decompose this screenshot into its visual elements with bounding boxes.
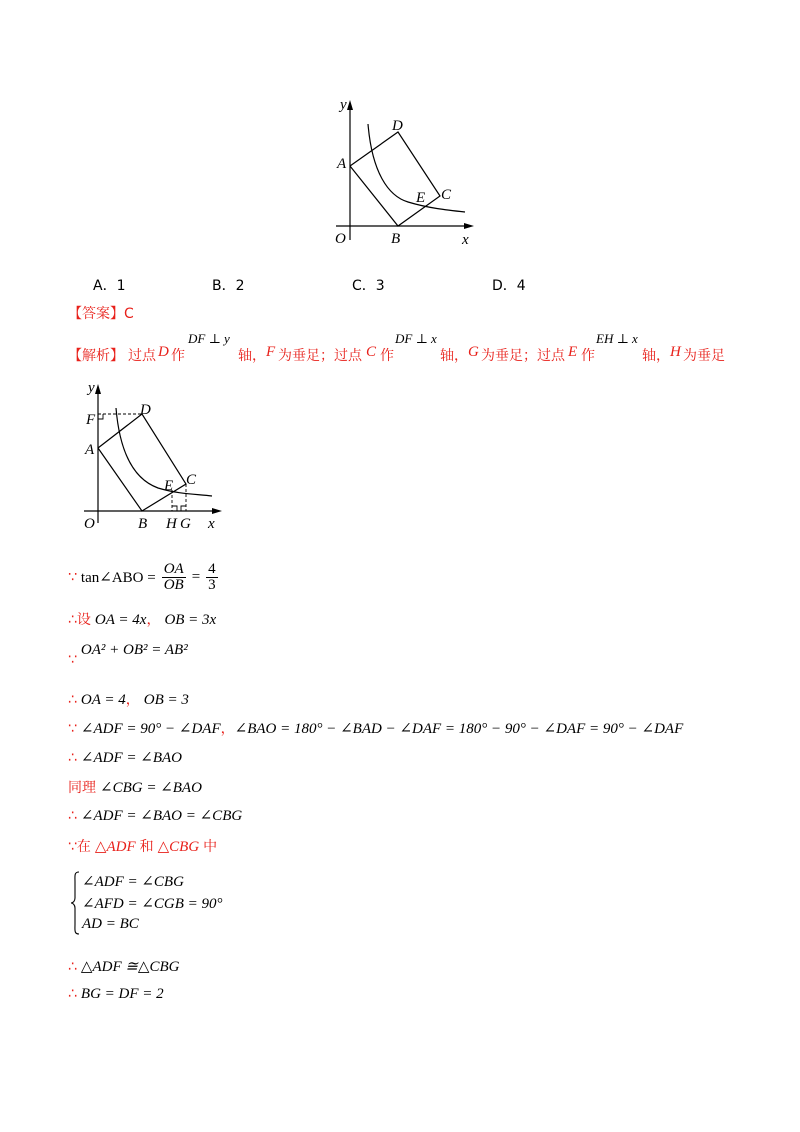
fig2-label-e: E — [164, 478, 174, 494]
fig2-label-y: y — [88, 380, 95, 396]
answer-tag: 【答案】 — [68, 306, 124, 322]
step-4-ob: OB = 3 — [143, 692, 189, 708]
fig1-label-a: A — [337, 156, 347, 172]
analysis-t10: 为垂足 — [683, 348, 725, 364]
fig1-y-arrow — [347, 100, 353, 110]
step-9-word-middle: 中 — [203, 839, 218, 855]
fig2-y-arrow — [95, 384, 101, 394]
analysis-point-d: D — [158, 344, 169, 360]
step-9-triangle-cbg: △CBG — [157, 839, 200, 855]
fig2-right-angle-f — [98, 414, 103, 419]
system-line-1: ∠ADF = ∠CBG — [82, 874, 184, 890]
step-1 — [68, 562, 220, 593]
fig2-label-f: F — [86, 412, 96, 428]
step-3-pythagoras: OA² + OB² = AB² — [80, 642, 188, 658]
step-7 — [68, 777, 202, 797]
fig2-right-angle-h — [172, 506, 177, 511]
figure-1-diagram — [328, 92, 478, 252]
step-6-symbol: ∴ — [68, 750, 77, 766]
fraction-oa-ob-numerator: OA — [163, 561, 184, 577]
step-2-ob: OB = 3x — [164, 612, 217, 628]
analysis-math-df-perp-x: DF ⊥ x — [395, 331, 437, 346]
analysis-t3: 轴， — [238, 348, 266, 364]
analysis-line — [68, 331, 788, 375]
fig1-label-o: O — [335, 231, 346, 247]
analysis-point-c: C — [366, 344, 377, 360]
step-3-symbol: ∵ — [68, 652, 77, 668]
fig2-label-g: G — [180, 516, 191, 532]
step-5-angle-bao: ∠BAO = 180° − ∠BAD − ∠DAF = 180° − 90° − ∠DAF = 90° − ∠DAF — [234, 721, 684, 737]
option-d: D．4 — [492, 278, 526, 294]
fig2-label-a: A — [85, 442, 95, 458]
analysis-t2: 作 — [171, 348, 185, 364]
fig1-label-y: y — [340, 97, 347, 113]
step-11-math: BG = DF = 2 — [80, 986, 164, 1002]
analysis-point-g: G — [468, 344, 479, 360]
fig1-label-d: D — [392, 118, 403, 134]
step-8 — [68, 806, 242, 825]
step-5-symbol: ∵ — [68, 721, 77, 737]
fig2-right-angle-g — [181, 506, 186, 511]
system-brace — [70, 870, 80, 936]
analysis-t4: 为垂足；过点 — [278, 348, 362, 364]
analysis-point-f: F — [266, 344, 276, 360]
step-11 — [68, 985, 164, 1003]
step-9-triangle-adf: △ADF — [94, 839, 136, 855]
fig1-label-c: C — [441, 187, 452, 203]
option-list — [0, 275, 800, 295]
answer-value: C — [124, 306, 134, 322]
step-9 — [68, 836, 217, 856]
fig2-square-adcb — [98, 414, 186, 511]
step-10-symbol: ∴ — [68, 959, 77, 975]
step-6-math: ∠ADF = ∠BAO — [80, 750, 182, 766]
step-11-symbol: ∴ — [68, 986, 77, 1002]
analysis-t6: 轴， — [440, 348, 468, 364]
step-4-comma: ， — [125, 692, 140, 708]
step-2-word: 设 — [76, 612, 91, 628]
fig1-square-adcb — [350, 132, 440, 226]
analysis-point-h: H — [670, 344, 681, 360]
step-1-tan: tan∠ABO = — [80, 570, 156, 586]
step-4-oa: OA = 4 — [80, 692, 126, 708]
step-1-equals: = — [191, 569, 201, 585]
step-10-congruence: △ADF ≅△CBG — [80, 959, 180, 975]
step-10 — [68, 957, 179, 976]
analysis-t1: 过点 — [128, 348, 156, 364]
fig1-label-e: E — [416, 190, 426, 206]
fig2-label-c: C — [186, 472, 197, 488]
fig2-label-h: H — [166, 516, 177, 532]
step-9-word-in: 在 — [76, 839, 91, 855]
fig1-x-arrow — [464, 223, 474, 229]
analysis-t8: 作 — [581, 348, 595, 364]
step-3 — [68, 641, 188, 668]
step-5-comma: ， — [220, 721, 235, 737]
fraction-4-3-numerator: 4 — [208, 561, 216, 577]
option-b: B．2 — [212, 278, 245, 294]
step-1-fraction-oa-ob — [162, 562, 186, 593]
step-4 — [68, 689, 189, 709]
step-8-symbol: ∴ — [68, 808, 77, 824]
step-2 — [68, 609, 216, 629]
system-line-2: ∠AFD = ∠CGB = 90° — [82, 896, 223, 912]
analysis-t5: 作 — [380, 348, 394, 364]
step-2-symbol: ∴ — [68, 612, 77, 628]
step-4-symbol: ∴ — [68, 692, 77, 708]
analysis-math-df-perp-y: DF ⊥ y — [188, 331, 230, 346]
analysis-math-eh-perp-x: EH ⊥ x — [596, 331, 638, 346]
step-1-symbol: ∵ — [68, 569, 77, 586]
option-c: C．3 — [352, 278, 385, 294]
option-a: A．1 — [93, 278, 126, 294]
fig2-x-arrow — [212, 508, 222, 514]
figure-2-diagram — [80, 378, 230, 533]
step-5-angle-adf: ∠ADF = 90° − ∠DAF — [80, 721, 221, 737]
step-7-math: ∠CBG = ∠BAO — [100, 780, 202, 796]
fig1-label-x: x — [462, 232, 469, 248]
fig2-label-b: B — [138, 516, 148, 532]
step-8-math: ∠ADF = ∠BAO = ∠CBG — [80, 808, 243, 824]
step-9-symbol: ∵ — [68, 839, 77, 855]
fig2-label-o: O — [84, 516, 95, 532]
step-5 — [68, 718, 683, 738]
answer-line — [68, 303, 134, 323]
system-line-3: AD = BC — [82, 916, 139, 932]
fig1-label-b: B — [391, 231, 401, 247]
fraction-oa-ob-denominator: OB — [163, 577, 184, 593]
analysis-t9: 轴， — [642, 348, 670, 364]
step-9-word-and: 和 — [139, 839, 154, 855]
step-7-word: 同理 — [68, 780, 96, 796]
step-2-oa: OA = 4x — [94, 612, 147, 628]
fig2-label-x: x — [208, 516, 215, 532]
analysis-t7: 为垂足；过点 — [481, 348, 565, 364]
analysis-tag: 【解析】 — [68, 348, 124, 364]
fig2-label-d: D — [140, 402, 151, 418]
fraction-4-3-denominator: 3 — [208, 577, 216, 593]
step-2-comma: ， — [146, 612, 161, 628]
step-1-fraction-4-3 — [206, 562, 218, 593]
step-6 — [68, 748, 182, 767]
analysis-point-e: E — [568, 344, 578, 360]
